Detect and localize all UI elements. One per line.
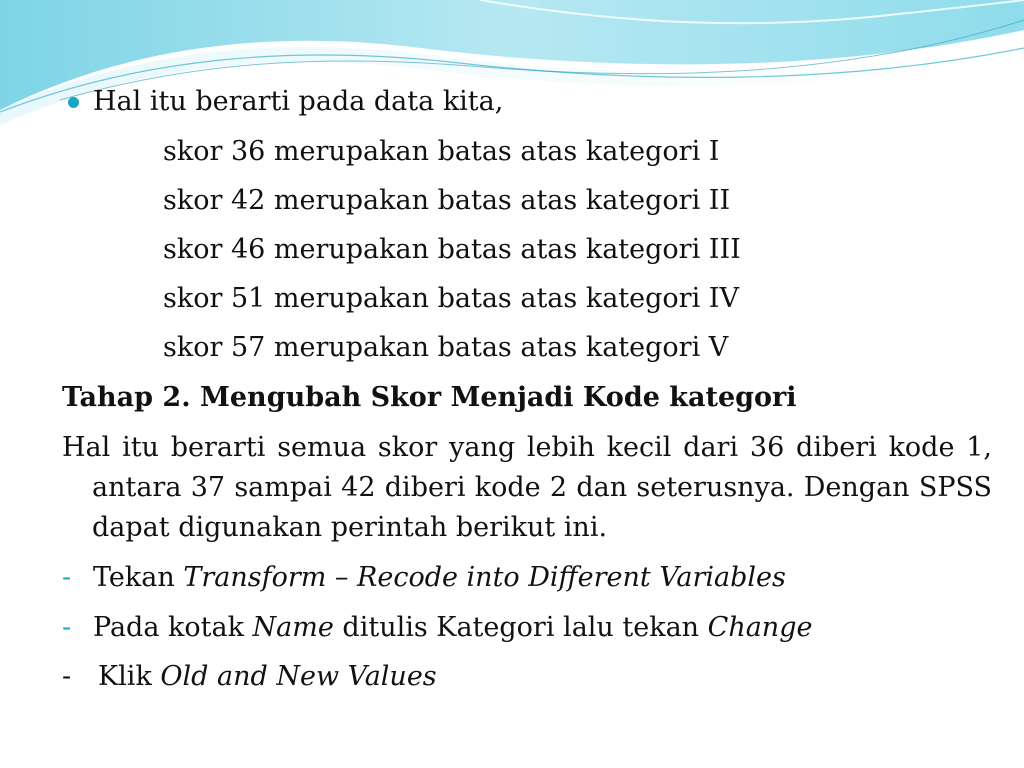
step-2-middle: ditulis Kategori lalu tekan <box>333 612 708 643</box>
bullet-icon <box>68 97 79 108</box>
explanation-paragraph: Hal itu berarti semua skor yang lebih kecil dari 36 diberi kode 1, antara 37 sampai 42 diberi kode 2 dan seterusnya. Dengan SPSS dapat digunakan perintah berikut ini. <box>62 432 992 543</box>
step-3-italic: Old and New Values <box>160 661 437 692</box>
step-1-italic: Transform – Recode into Different Variables <box>183 562 786 593</box>
step-dash-3: - <box>62 661 72 692</box>
intro-line: Hal itu berarti pada data kita, <box>93 86 504 117</box>
score-line-1: skor 36 merupakan batas atas kategori I <box>163 136 720 167</box>
step-line-3 <box>98 657 437 697</box>
step-2-italic: Name <box>252 612 334 643</box>
score-line-4: skor 51 merupakan batas atas kategori IV <box>163 283 739 314</box>
step-line-2 <box>93 608 812 648</box>
score-line-3: skor 46 merupakan batas atas kategori III <box>163 234 741 265</box>
stage-heading: Tahap 2. Mengubah Skor Menjadi Kode kategori <box>62 382 797 413</box>
step-1-prefix: Tekan <box>93 562 184 593</box>
step-dash-2: - <box>62 612 72 643</box>
score-line-5: skor 57 merupakan batas atas kategori V <box>163 332 729 363</box>
step-2-italic-2: Change <box>707 612 813 643</box>
score-line-2: skor 42 merupakan batas atas kategori II <box>163 185 731 216</box>
step-dash-1: - <box>62 562 72 593</box>
step-line-1 <box>93 558 786 598</box>
step-3-prefix: Klik <box>98 661 161 692</box>
step-2-prefix: Pada kotak <box>93 612 253 643</box>
